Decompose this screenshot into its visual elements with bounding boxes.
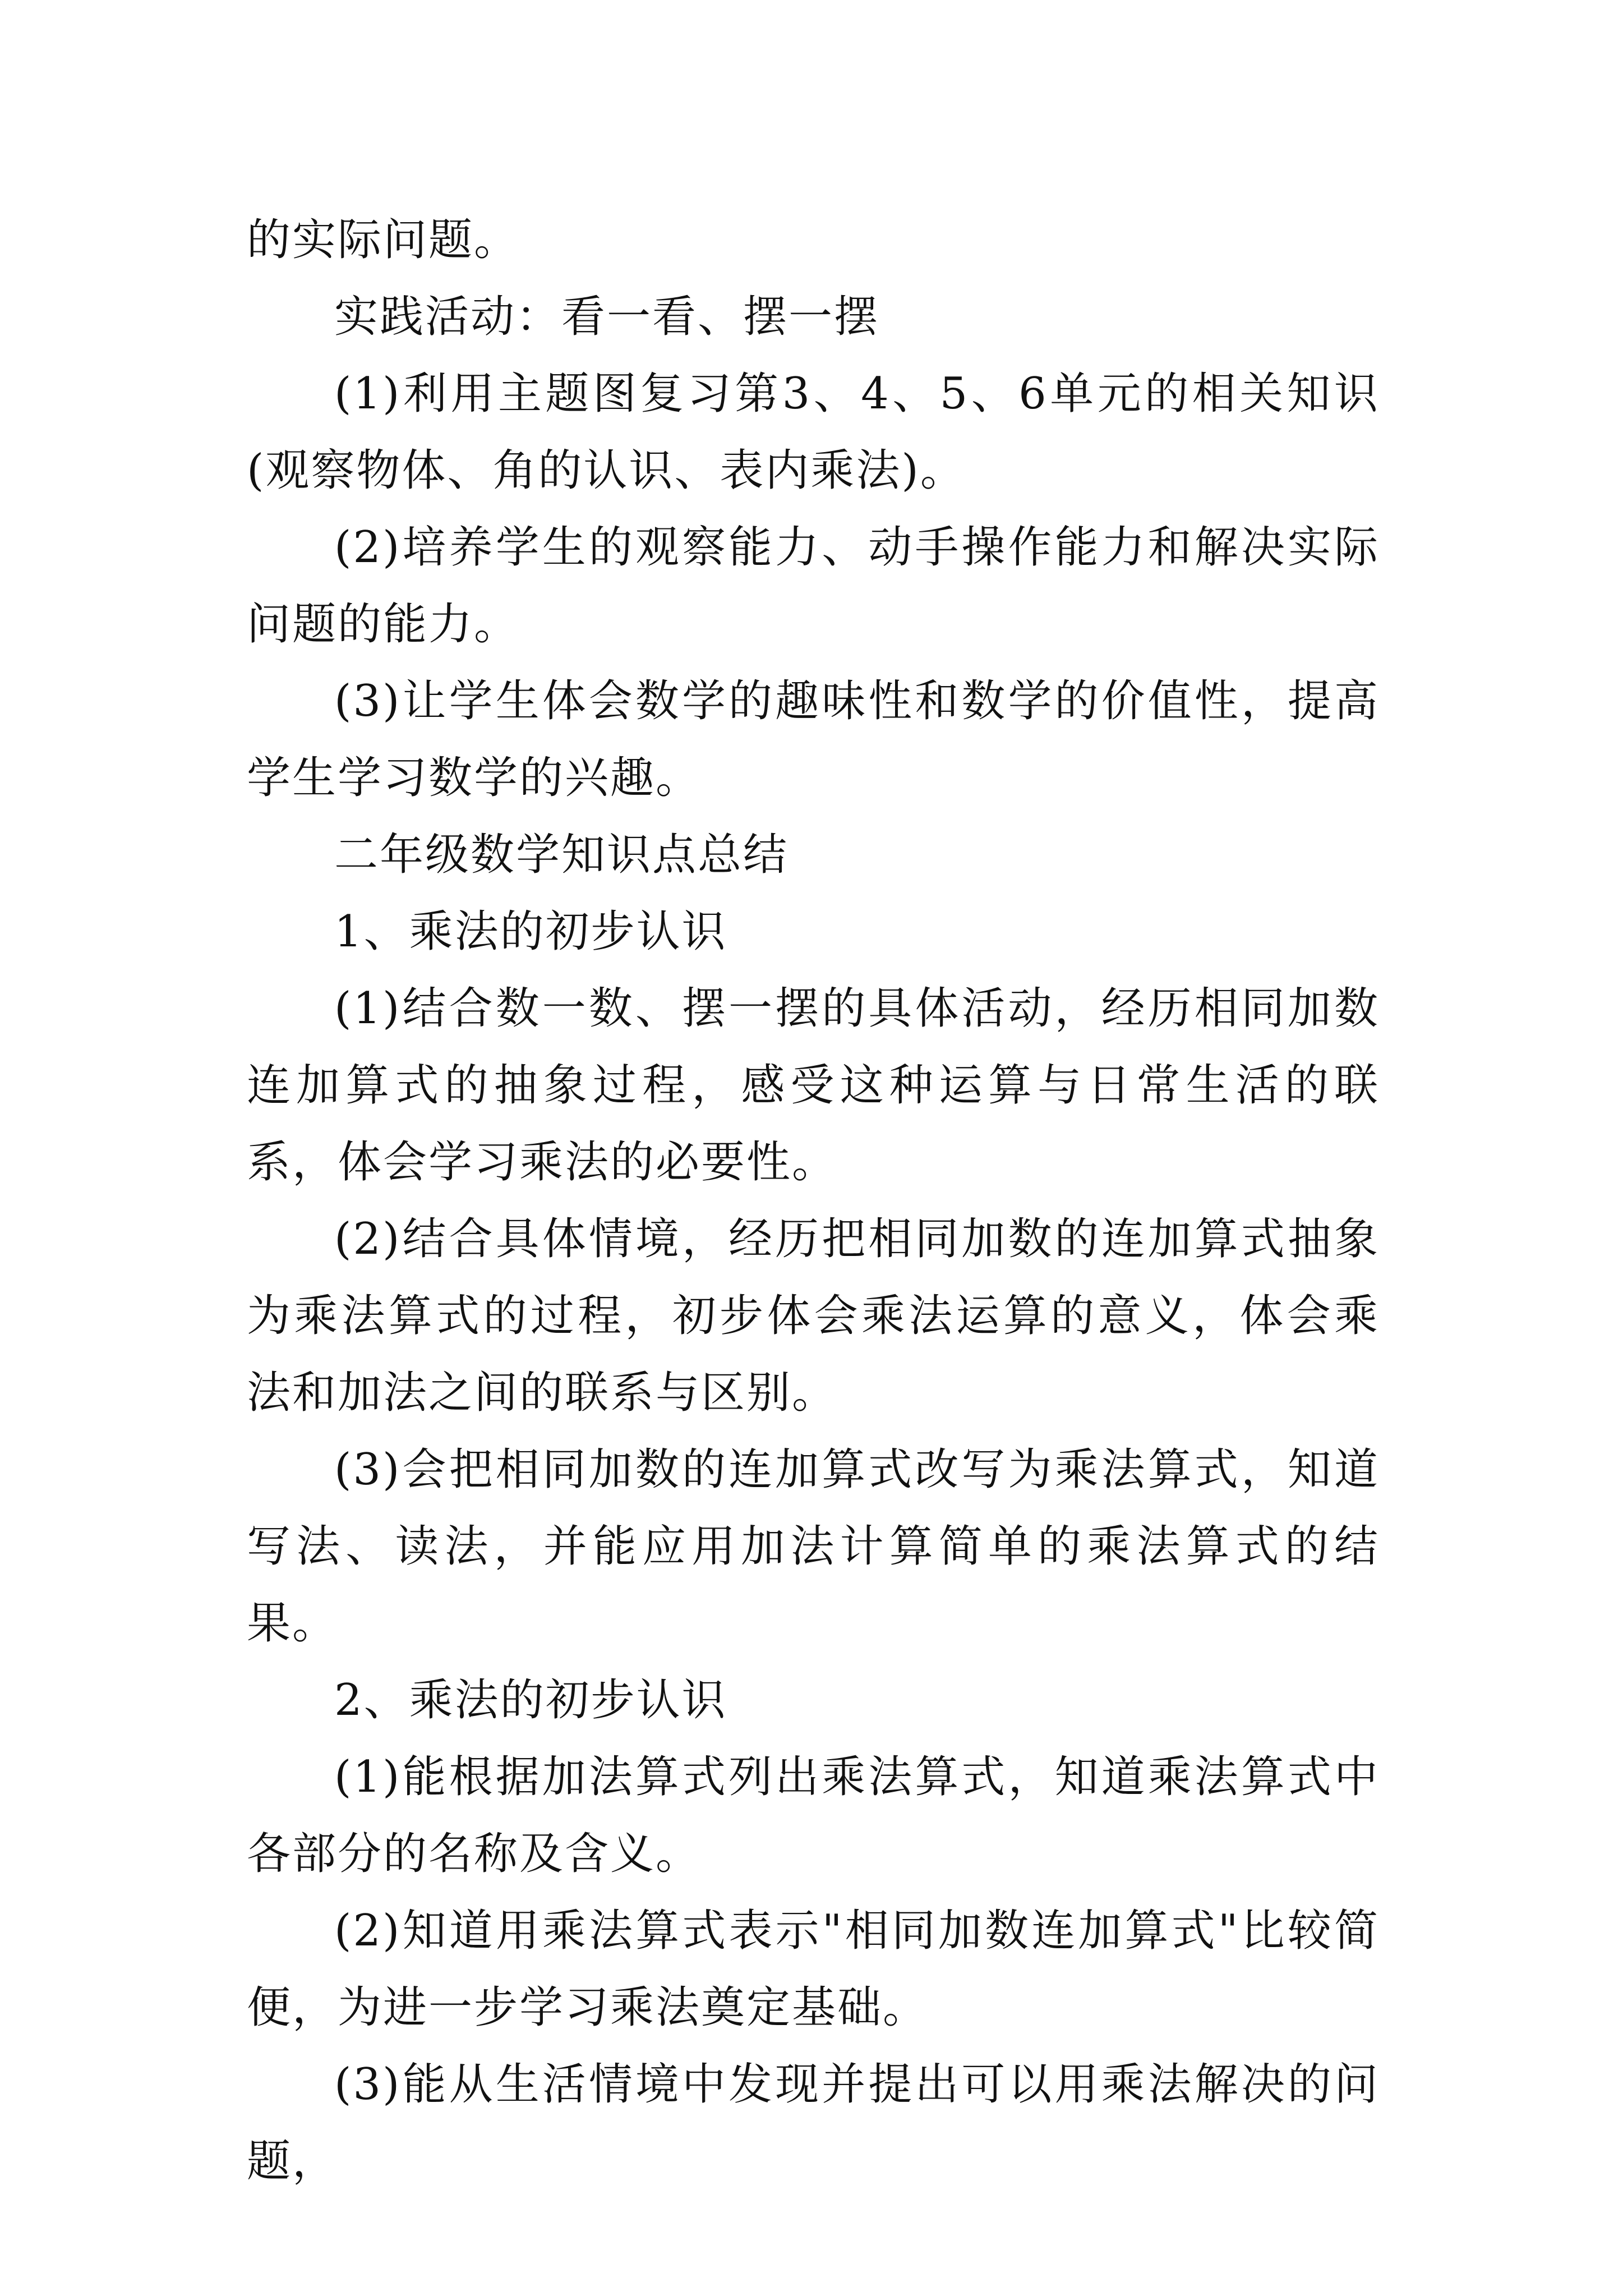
section-heading: 二年级数学知识点总结 [334,830,789,880]
paragraph-s1-item-2: (2)结合具体情境，经历把相同加数的连加算式抽象为乘法算式的过程，初步体会乘法运算的意义，体会乘法和加法之间的联系与区别。 [247,1214,1380,1418]
paragraph-activity-item-1: (1)利用主题图复习第3、4、5、6单元的相关知识(观察物体、角的认识、表内乘法)。 [247,369,1380,496]
paragraph-activity-item-2: (2)培养学生的观察能力、动手操作能力和解决实际问题的能力。 [247,522,1380,650]
subsection-heading-1: 1、乘法的初步认识 [334,907,727,957]
paragraph-continuation: 的实际问题。 [247,215,520,265]
document-body [247,202,1380,2200]
paragraph-s1-item-3: (3)会把相同加数的连加算式改写为乘法算式，知道写法、读法，并能应用加法计算简单的乘法算式的结果。 [247,1444,1380,1649]
paragraph-activity-heading: 实践活动：看一看、摆一摆 [334,292,880,342]
paragraph-activity-item-3: (3)让学生体会数学的趣味性和数学的价值性，提高学生学习数学的兴趣。 [247,676,1380,803]
paragraph-s1-item-1: (1)结合数一数、摆一摆的具体活动，经历相同加数连加算式的抽象过程，感受这种运算与日常生活的联系，体会学习乘法的必要性。 [247,983,1380,1188]
subsection-heading-2: 2、乘法的初步认识 [334,1675,727,1726]
paragraph-s2-item-2: (2)知道用乘法算式表示"相同加数连加算式"比较简便，为进一步学习乘法奠定基础。 [247,1906,1380,2033]
paragraph-s2-item-1: (1)能根据加法算式列出乘法算式，知道乘法算式中各部分的名称及含义。 [247,1752,1380,1879]
paragraph-s2-item-3: (3)能从生活情境中发现并提出可以用乘法解决的问题， [247,2059,1380,2187]
